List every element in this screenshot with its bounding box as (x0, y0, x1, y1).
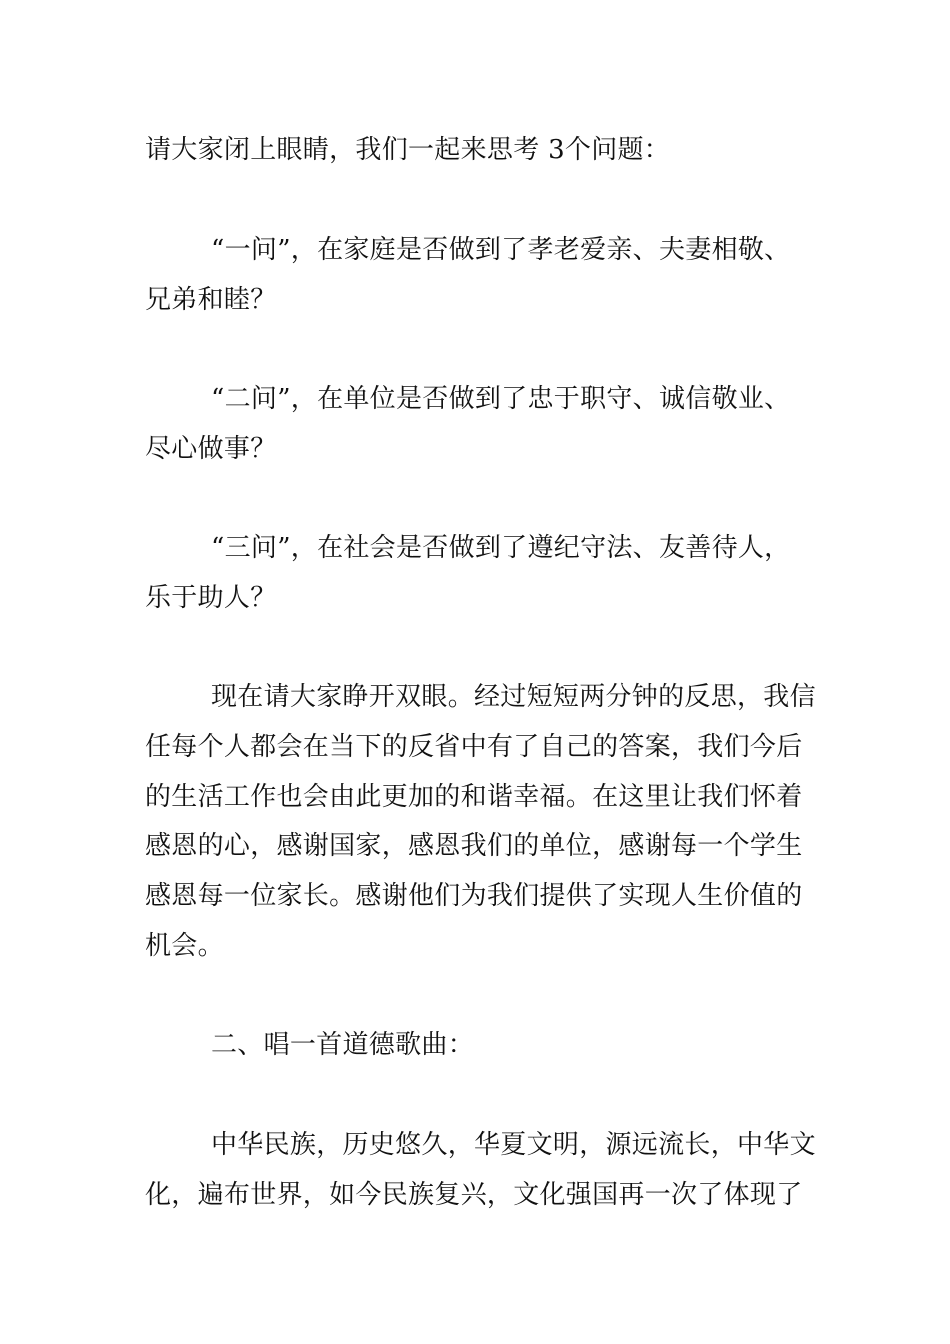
paragraph-question-2-line-2: 尽心做事？ (145, 434, 277, 464)
paragraph-reflection-line-3: 的生活工作也会由此更加的和谐幸福。在这里让我们怀着 (145, 782, 803, 812)
paragraph-question-3-line-2: 乐于助人？ (145, 583, 277, 613)
paragraph-question-2-line-1: “二问”，在单位是否做到了忠于职守、诚信敬业、 (211, 384, 791, 414)
paragraph-reflection-line-2: 任每个人都会在当下的反省中有了自己的答案，我们今后 (145, 732, 803, 762)
paragraph-question-1-line-1: “一问”，在家庭是否做到了孝老爱亲、夫妻相敬、 (211, 235, 791, 265)
paragraph-reflection-line-6: 机会。 (145, 931, 224, 961)
paragraph-reflection-line-5: 感恩每一位家长。感谢他们为我们提供了实现人生价值的 (145, 881, 803, 911)
paragraph-question-3-line-1: “三问”，在社会是否做到了遵纪守法、友善待人， (211, 533, 791, 563)
paragraph-reflection-line-4: 感恩的心，感谢国家，感恩我们的单位，感谢每一个学生 (145, 831, 803, 861)
paragraph-intro-line-1: 请大家闭上眼睛，我们一起来思考 3个问题： (145, 135, 671, 165)
section-heading-song: 二、唱一首道德歌曲： (211, 1030, 475, 1060)
paragraph-reflection-line-1: 现在请大家睁开双眼。经过短短两分钟的反思，我信 (211, 682, 816, 712)
paragraph-song-line-2: 化，遍布世界，如今民族复兴，文化强国再一次了体现了 (145, 1180, 803, 1210)
paragraph-song-line-1: 中华民族，历史悠久，华夏文明，源远流长，中华文 (211, 1130, 816, 1160)
paragraph-question-1-line-2: 兄弟和睦？ (145, 285, 277, 315)
